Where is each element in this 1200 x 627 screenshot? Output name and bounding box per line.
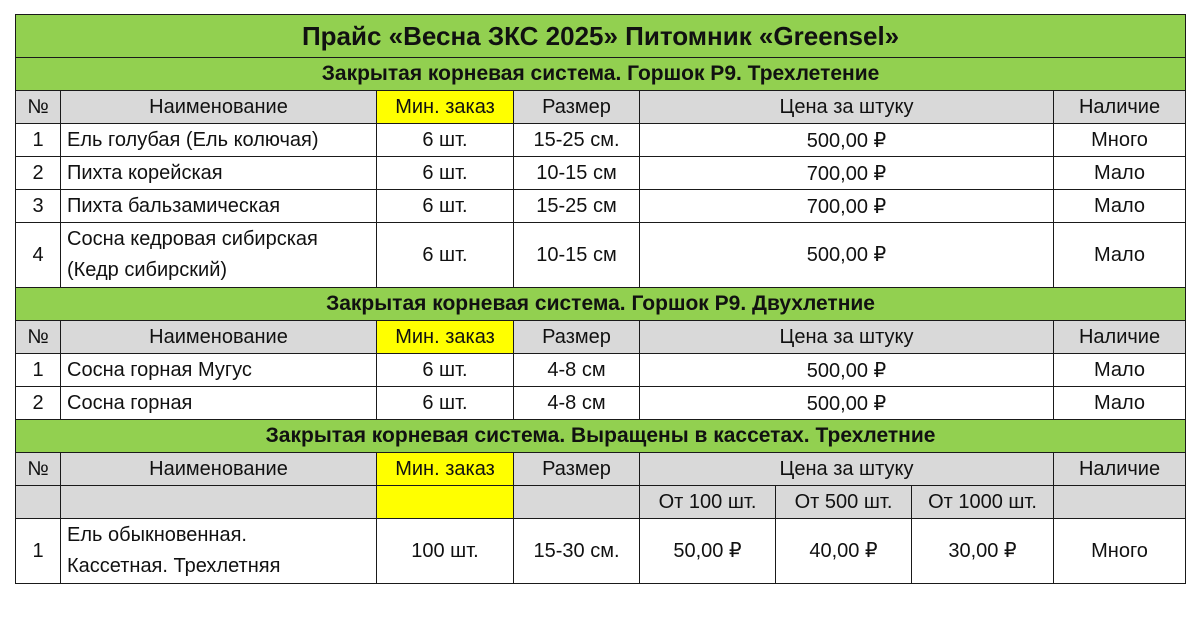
row-name: Сосна горная (61, 387, 377, 420)
header-row (16, 91, 1186, 124)
row-availability: Мало (1054, 190, 1186, 223)
section-title-3: Закрытая корневая система. Выращены в кассетах. Трехлетние (16, 420, 1186, 453)
row-name-line-1: Ель обыкновенная. (67, 524, 247, 546)
section-title-1: Закрытая корневая система. Горшок Р9. Трехлетение (16, 58, 1186, 91)
col-header-min-order: Мин. заказ (377, 453, 514, 486)
row-name-line-2: Кассетная. Трехлетняя (67, 555, 281, 577)
row-availability: Мало (1054, 354, 1186, 387)
col-header-price: Цена за штуку (640, 91, 1054, 124)
row-size: 10-15 см (514, 157, 640, 190)
row-availability: Мало (1054, 387, 1186, 420)
row-size: 15-25 см. (514, 124, 640, 157)
row-size: 4-8 см (514, 354, 640, 387)
row-num: 1 (16, 519, 61, 584)
table-row (16, 354, 1186, 387)
row-name: Пихта корейская (61, 157, 377, 190)
empty-cell (61, 486, 377, 519)
row-num: 2 (16, 387, 61, 420)
col-header-name: Наименование (61, 453, 377, 486)
section-title-2: Закрытая корневая система. Горшок Р9. Двухлетние (16, 288, 1186, 321)
row-min-order: 6 шт. (377, 157, 514, 190)
row-availability: Много (1054, 519, 1186, 584)
row-min-order: 6 шт. (377, 124, 514, 157)
table-row (16, 223, 1186, 288)
col-header-num: № (16, 321, 61, 354)
table-row (16, 387, 1186, 420)
row-num: 4 (16, 223, 61, 288)
row-price: 700,00 ₽ (640, 190, 1054, 223)
row-min-order: 6 шт. (377, 387, 514, 420)
row-name: Пихта бальзамическая (61, 190, 377, 223)
row-size: 10-15 см (514, 223, 640, 288)
empty-cell (1054, 486, 1186, 519)
tier-header-1000: От 1000 шт. (912, 486, 1054, 519)
table-row (16, 157, 1186, 190)
empty-cell (377, 486, 514, 519)
row-name-line-2: (Кедр сибирский) (67, 259, 228, 281)
row-price: 500,00 ₽ (640, 124, 1054, 157)
col-header-min-order: Мин. заказ (377, 91, 514, 124)
col-header-availability: Наличие (1054, 453, 1186, 486)
price-table (15, 14, 1186, 584)
table-row (16, 519, 1186, 584)
price-list-sheet (15, 14, 1185, 614)
col-header-name: Наименование (61, 91, 377, 124)
row-name (61, 519, 377, 584)
row-price: 500,00 ₽ (640, 387, 1054, 420)
col-header-num: № (16, 453, 61, 486)
row-price: 500,00 ₽ (640, 223, 1054, 288)
row-num: 2 (16, 157, 61, 190)
row-min-order: 6 шт. (377, 223, 514, 288)
empty-cell (514, 486, 640, 519)
row-size: 15-25 см (514, 190, 640, 223)
tier-header-100: От 100 шт. (640, 486, 776, 519)
col-header-price: Цена за штуку (640, 321, 1054, 354)
row-name: Ель голубая (Ель колючая) (61, 124, 377, 157)
row-size: 4-8 см (514, 387, 640, 420)
table-row (16, 124, 1186, 157)
tier-header-500: От 500 шт. (776, 486, 912, 519)
row-availability: Мало (1054, 157, 1186, 190)
row-price: 700,00 ₽ (640, 157, 1054, 190)
row-availability: Мало (1054, 223, 1186, 288)
row-size: 15-30 см. (514, 519, 640, 584)
empty-cell (16, 486, 61, 519)
tier-header-row (16, 486, 1186, 519)
row-num: 1 (16, 354, 61, 387)
header-row (16, 321, 1186, 354)
col-header-num: № (16, 91, 61, 124)
row-min-order: 6 шт. (377, 354, 514, 387)
row-availability: Много (1054, 124, 1186, 157)
col-header-availability: Наличие (1054, 321, 1186, 354)
row-price-500: 40,00 ₽ (776, 519, 912, 584)
row-price-100: 50,00 ₽ (640, 519, 776, 584)
row-min-order: 6 шт. (377, 190, 514, 223)
row-price-1000: 30,00 ₽ (912, 519, 1054, 584)
row-name: Сосна горная Мугус (61, 354, 377, 387)
header-row (16, 453, 1186, 486)
col-header-size: Размер (514, 321, 640, 354)
col-header-size: Размер (514, 91, 640, 124)
row-min-order: 100 шт. (377, 519, 514, 584)
col-header-availability: Наличие (1054, 91, 1186, 124)
col-header-size: Размер (514, 453, 640, 486)
row-name-line-1: Сосна кедровая сибирская (67, 228, 318, 250)
price-list-title: Прайс «Весна ЗКС 2025» Питомник «Greensel» (16, 15, 1186, 58)
col-header-price: Цена за штуку (640, 453, 1054, 486)
table-row (16, 190, 1186, 223)
col-header-name: Наименование (61, 321, 377, 354)
row-num: 3 (16, 190, 61, 223)
row-price: 500,00 ₽ (640, 354, 1054, 387)
row-name (61, 223, 377, 288)
row-num: 1 (16, 124, 61, 157)
col-header-min-order: Мин. заказ (377, 321, 514, 354)
